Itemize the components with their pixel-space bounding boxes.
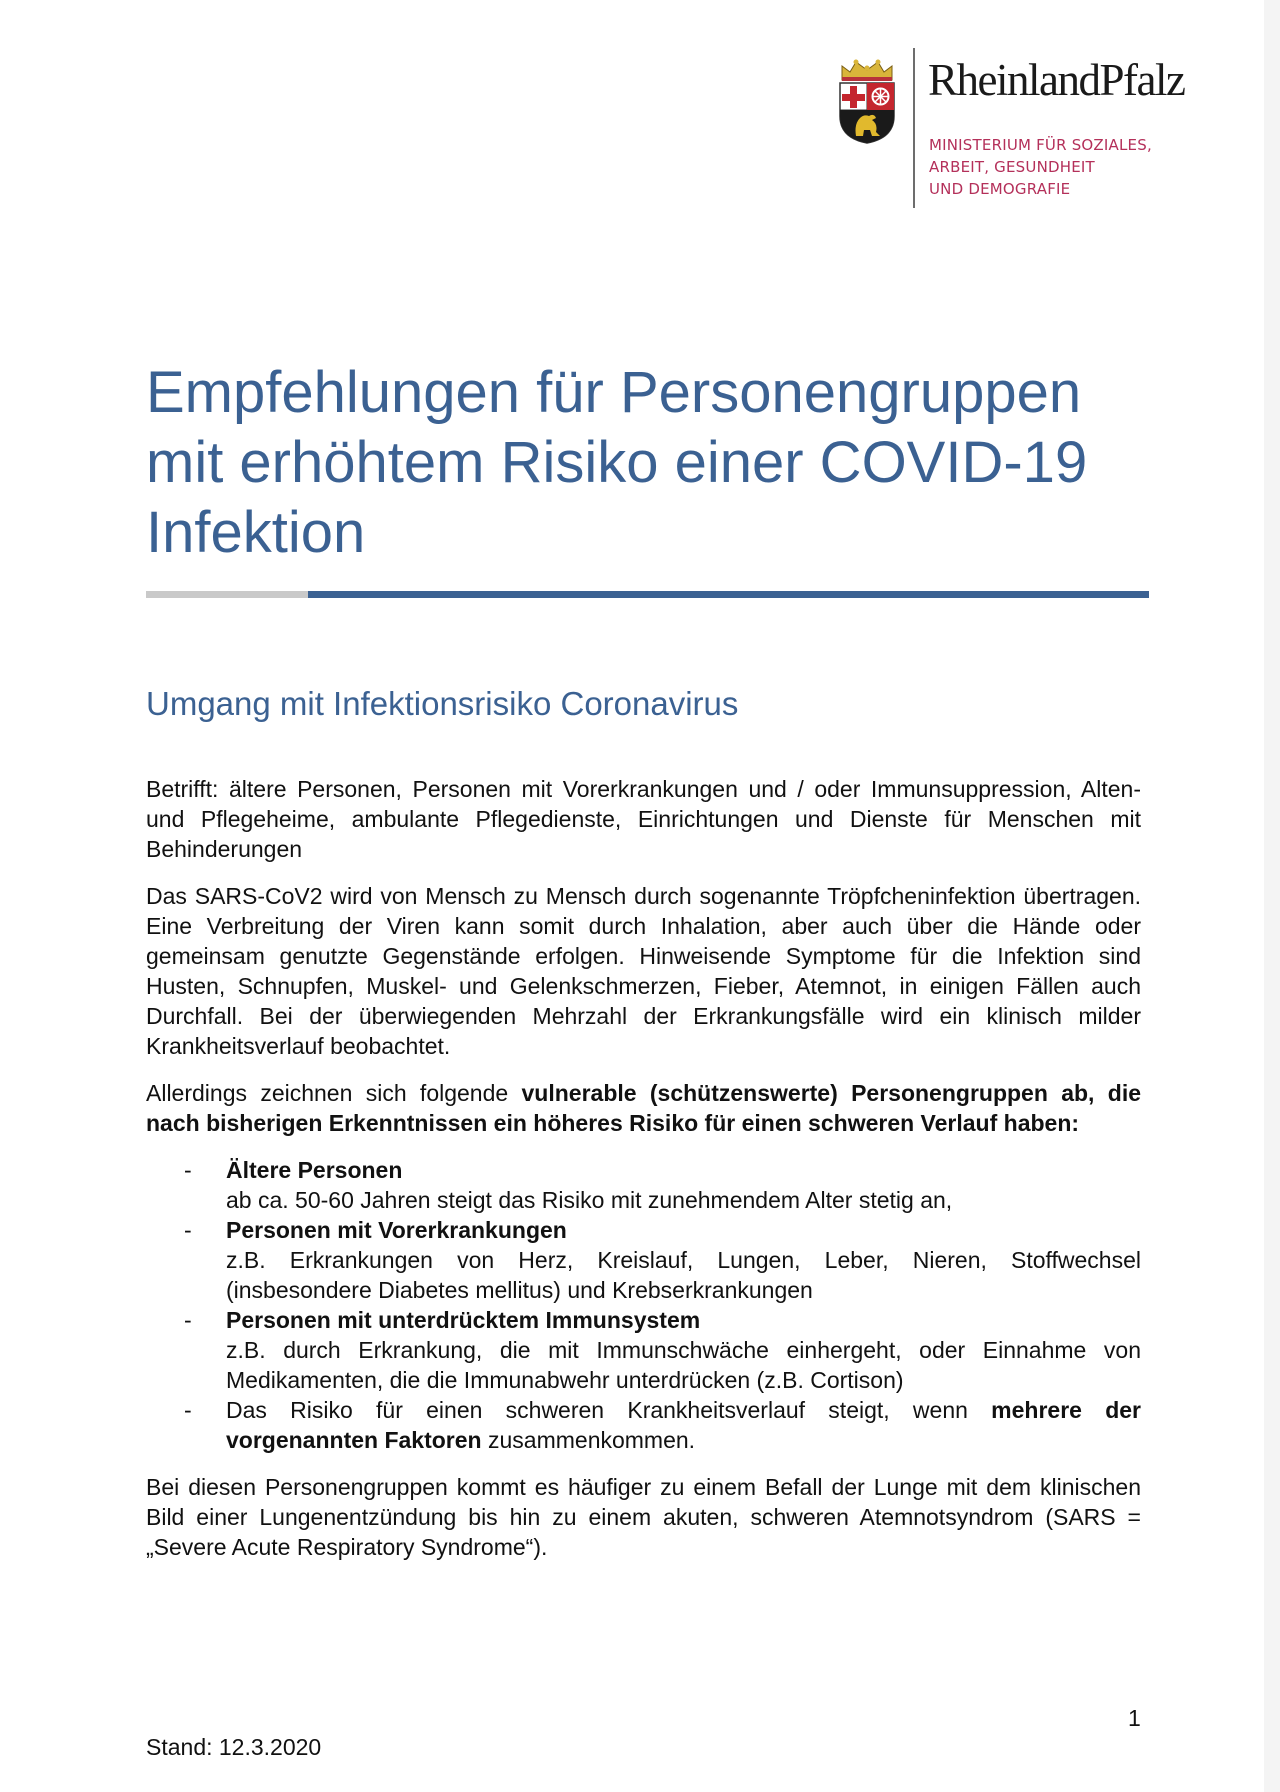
paragraph-vulnerable-groups	[146, 1078, 1141, 1138]
ministry-logo	[836, 48, 1185, 208]
paragraph-transmission: Das SARS-CoV2 wird von Mensch zu Mensch durch sogenannte Tröpfcheninfektion übertragen. Eine Verbreitung der Viren kann somit durch Inhalation, aber auch über die Hände oder gemeinsam genutzte Gegenstände erfolgen. Hinweisende Symptome für die Infektion sind Husten, Schnupfen, Muskel- und Gelenkschmerzen, Fieber, Atemnot, in einigen Fällen auch Durchfall. Bei der überwiegenden Mehrzahl der Erkrankungsfälle wird ein klinisch milder Krankheitsverlauf beobachtet.	[146, 883, 1141, 1059]
list-item-title: Personen mit unterdrücktem Immunsystem	[226, 1307, 701, 1333]
list-item	[146, 1395, 1141, 1455]
list-item-text: zusammenkommen.	[481, 1427, 696, 1453]
ministry-line: MINISTERIUM FÜR SOZIALES,	[929, 136, 1152, 154]
page-title	[146, 358, 1156, 568]
paragraph-emphasis: vulnerable (schützenswerte) Personengruppen ab, die nach bisherigen Erkenntnissen ein höheres Risiko für einen schweren Verlauf haben:	[146, 1080, 1141, 1136]
paragraph-closing: Bei diesen Personengruppen kommt es häufiger zu einem Befall der Lunge mit dem klinischen Bild einer Lungenentzündung bis hin zu einem akuten, schweren Atemnotsyndrom (SARS = „Severe Acute Respiratory Syndrome“).	[146, 1474, 1141, 1560]
footer-date: Stand: 12.3.2020	[146, 1734, 322, 1760]
list-dash: -	[184, 1307, 192, 1333]
list-item	[146, 1155, 1141, 1215]
list-item-emphasis: mehrere der vorgenannten Faktoren	[226, 1397, 1141, 1453]
list-item-description: z.B. Erkrankungen von Herz, Kreislauf, Lungen, Leber, Nieren, Stoffwechsel (insbesondere Diabetes mellitus) und Krebserkrankungen	[226, 1247, 1141, 1303]
ministry-name	[929, 134, 1152, 200]
risk-group-list	[146, 1155, 1141, 1455]
list-item-description: ab ca. 50-60 Jahren steigt das Risiko mit zunehmendem Alter stetig an,	[226, 1187, 953, 1213]
title-rule	[308, 591, 1149, 598]
paragraph-betrifft: Betrifft: ältere Personen, Personen mit Vorerkrankungen und / oder Immunsuppression, Alten- und Pflegeheime, ambulante Pflegedienste, Einrichtungen und Dienste für Menschen mit Behinderungen	[146, 776, 1141, 862]
document-body	[146, 774, 1141, 1579]
title-rule-accent	[146, 591, 308, 598]
title-line: mit erhöhtem Risiko einer COVID-19	[146, 430, 1088, 495]
ministry-line: ARBEIT, GESUNDHEIT	[929, 158, 1095, 176]
list-item	[146, 1215, 1141, 1305]
paragraph-text: Allerdings zeichnen sich folgende	[146, 1080, 522, 1106]
state-name: RheinlandPfalz	[928, 55, 1185, 105]
list-dash: -	[184, 1217, 192, 1243]
section-heading: Umgang mit Infektionsrisiko Coronavirus	[146, 685, 739, 722]
ministry-line: UND DEMOGRAFIE	[929, 180, 1071, 198]
page-number: 1	[1128, 1705, 1141, 1731]
title-line: Empfehlungen für Personengruppen	[146, 360, 1082, 425]
coat-of-arms-icon	[836, 58, 898, 144]
list-item-description: z.B. durch Erkrankung, die mit Immunschwäche einhergeht, oder Einnahme von Medikamenten, die die Immunabwehr unterdrücken (z.B. Cortison)	[226, 1337, 1141, 1393]
list-item-title: Ältere Personen	[226, 1157, 403, 1183]
logo-divider	[913, 48, 915, 208]
list-item-text: Das Risiko für einen schweren Krankheitsverlauf steigt, wenn	[226, 1397, 992, 1423]
list-dash: -	[184, 1397, 192, 1423]
list-dash: -	[184, 1157, 192, 1183]
list-item	[146, 1305, 1141, 1395]
title-line: Infektion	[146, 500, 366, 565]
list-item-title: Personen mit Vorerkrankungen	[226, 1217, 567, 1243]
